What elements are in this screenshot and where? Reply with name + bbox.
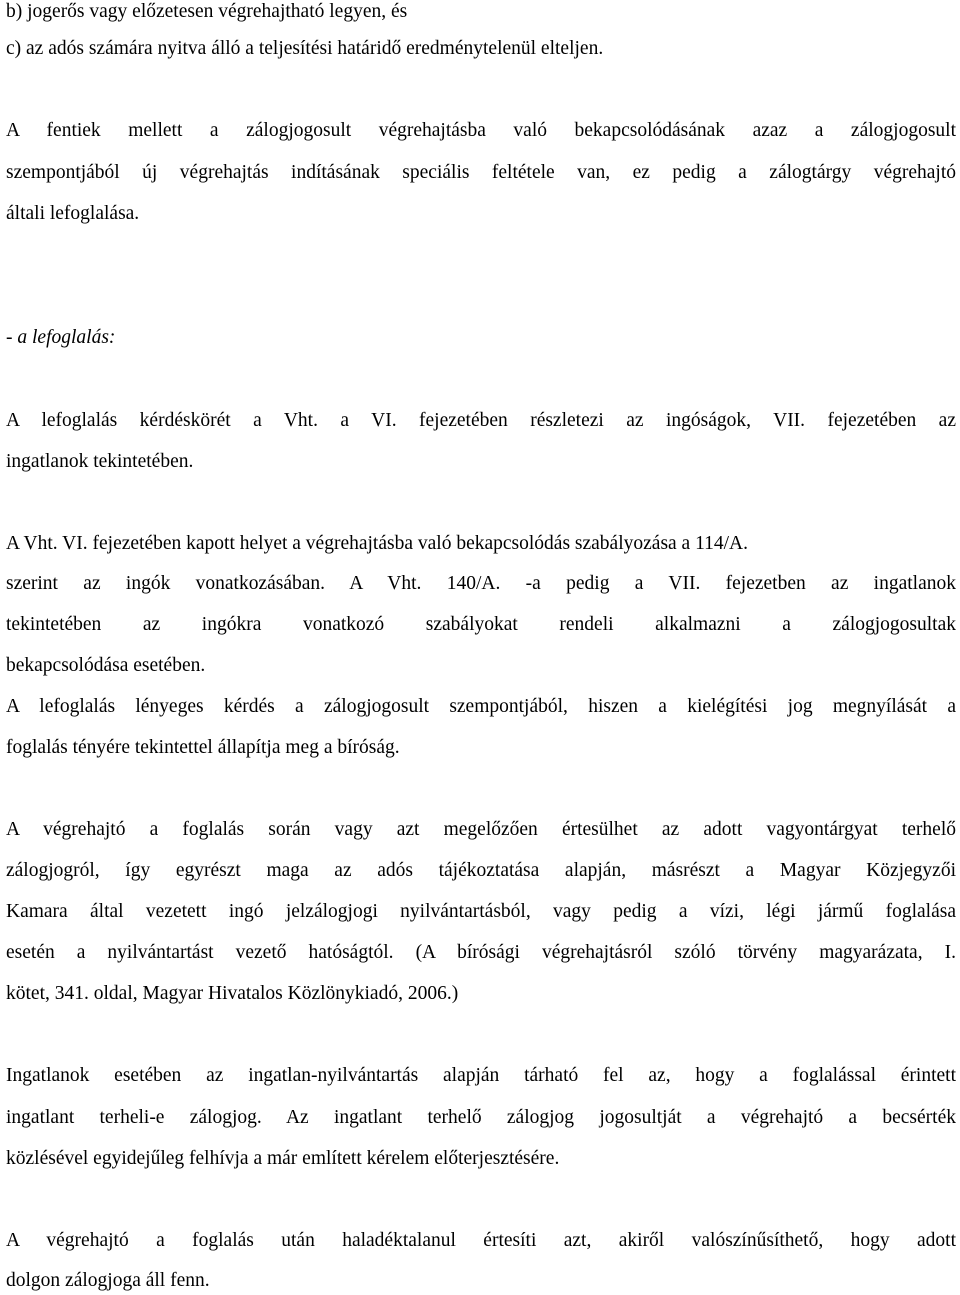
text-line: foglalás tényére tekintettel állapítja meg a bíróság.	[6, 737, 400, 758]
text-line: dolgon zálogjoga áll fenn.	[6, 1270, 210, 1291]
text-line: szerint az ingók vonatkozásában. A Vht. 140/A. -a pedig a VII. fejezetben az ingatlanok	[6, 573, 956, 594]
text-line: közlésével egyidejűleg felhívja a már említett kérelem előterjesztésére.	[6, 1148, 560, 1169]
text-line: szempontjából új végrehajtás indításának speciális feltétele van, ez pedig a zálogtárgy végrehajtó	[6, 162, 956, 183]
text-line: Ingatlanok esetében az ingatlan-nyilvántartás alapján tárható fel az, hogy a foglalással érintett	[6, 1065, 956, 1086]
text-line: ingatlant terheli-e zálogjog. Az ingatlant terhelő zálogjog jogosultját a végrehajtó a becsérték	[6, 1107, 956, 1128]
list-item: b) jogerős vagy előzetesen végrehajtható legyen, és	[6, 1, 408, 22]
text-line: A lefoglalás lényeges kérdés a zálogjogosult szempontjából, hiszen a kielégítési jog megnyílását a	[6, 696, 956, 717]
text-line: Kamara által vezetett ingó jelzálogjogi nyilvántartásból, vagy pedig a vízi, légi jármű foglalása	[6, 901, 956, 922]
list-item: c) az adós számára nyitva álló a teljesítési határidő eredménytelenül elteljen.	[6, 38, 604, 59]
text-line: ingatlanok tekintetében.	[6, 451, 194, 472]
text-line: A fentiek mellett a zálogjogosult végrehajtásba való bekapcsolódásának azaz a zálogjogosult	[6, 120, 956, 141]
text-line: esetén a nyilvántartást vezető hatóságtól. (A bírósági végrehajtásról szóló törvény magyarázata, I.	[6, 942, 956, 963]
text-line: A végrehajtó a foglalás után haladéktalanul értesíti azt, akiről valószínűsíthető, hogy adott	[6, 1230, 956, 1251]
text-line: zálogjogról, így egyrészt maga az adós tájékoztatása alapján, másrészt a Magyar Közjegyzői	[6, 860, 956, 881]
text-line: kötet, 341. oldal, Magyar Hivatalos Közlönykiadó, 2006.)	[6, 983, 459, 1004]
text-line: tekintetében az ingókra vonatkozó szabályokat rendeli alkalmazni a zálogjogosultak	[6, 614, 956, 635]
text-line: A lefoglalás kérdéskörét a Vht. a VI. fejezetében részletezi az ingóságok, VII. fejezetében az	[6, 410, 956, 431]
text-line: A végrehajtó a foglalás során vagy azt megelőzően értesülhet az adott vagyontárgyat terhelő	[6, 819, 956, 840]
text-line: általi lefoglalása.	[6, 203, 140, 224]
section-heading: - a lefoglalás:	[6, 327, 116, 348]
text-line: A Vht. VI. fejezetében kapott helyet a végrehajtásba való bekapcsolódás szabályozása a 114/A.	[6, 533, 748, 554]
text-line: bekapcsolódása esetében.	[6, 655, 206, 676]
